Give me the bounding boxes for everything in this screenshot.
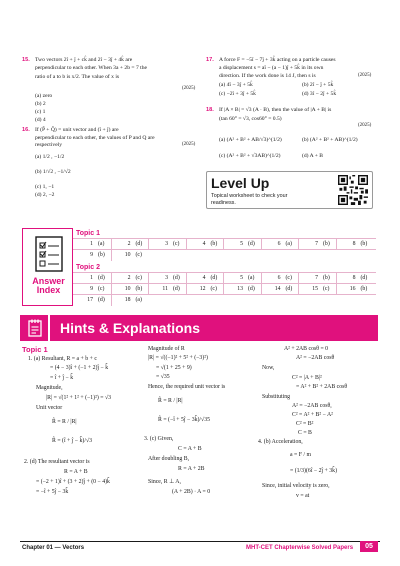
option: (c) 1, −1 <box>35 184 55 190</box>
footer-chapter: Chapter 01 — Vectors <box>22 545 85 551</box>
answer-option: (a) <box>285 241 292 247</box>
solution-line: |R| = √((−1)² + 5² + (−3)²) <box>148 355 208 361</box>
footer-book-title: MHT-CET Chapterwise Solved Papers <box>246 545 354 551</box>
answer-question-number: 7 <box>315 241 318 247</box>
solution-line: v = at <box>296 493 310 499</box>
question-text: a displacement s = aî − (a − 1)ĵ + 5k̂ in its own <box>219 65 324 71</box>
question-text: perpendicular to each other. When 3a + 2b = 7 the <box>35 65 147 71</box>
answer-option: (b) <box>323 275 330 281</box>
answer-cell <box>73 250 109 261</box>
answer-option: (c) <box>135 275 142 281</box>
answer-option: (b) <box>360 241 368 247</box>
answer-question-number: 2 <box>127 241 131 247</box>
solution-line: = (4 − 3)î + (−1 + 2)ĵ − k̂ <box>50 365 109 371</box>
answer-question-number: 14 <box>274 286 281 292</box>
answer-question-number: 1 <box>90 241 93 247</box>
solution-line: = √35 <box>156 374 170 380</box>
answer-option: (b) <box>360 286 368 292</box>
question-number: 16. <box>22 127 30 133</box>
solution-line: = A² + B² + 2AB cosθ <box>296 384 348 390</box>
answer-question-number: 3 <box>165 241 168 247</box>
option: (c) 1 <box>35 109 46 115</box>
solution-line: R̂ = R / |R| <box>158 398 183 404</box>
option: (b) 2 <box>35 101 46 107</box>
answer-question-number: 6 <box>277 275 281 281</box>
answer-question-number: 5 <box>240 241 243 247</box>
option: (b) 2î − ĵ + 5k̂ <box>302 82 334 88</box>
checklist-icon <box>32 235 66 273</box>
question-text: If |A × B| = √3 (A · B), then the value of |A + B| is <box>219 107 332 113</box>
solution-line: Since, R ⊥ A, <box>148 479 181 485</box>
solution-line: R = A + B <box>64 469 88 475</box>
answer-question-number: 5 <box>240 275 243 281</box>
solution-line: Since, initial velocity is zero, <box>262 483 330 489</box>
answer-option: (d) <box>248 286 255 292</box>
cell-divider <box>111 295 112 306</box>
answer-question-number: 1 <box>90 275 93 281</box>
option: (a) (A² + B² + AB/√3)^(1/2) <box>219 137 282 143</box>
answer-question-number: 9 <box>90 286 93 292</box>
solution-line: C² = B² <box>296 421 314 427</box>
solution-line: = î + ĵ − k̂ <box>50 375 74 381</box>
option: (c) (A² + B² + √3AB)^(1/2) <box>219 153 281 159</box>
solution-line: Substituting <box>262 394 291 400</box>
qr-code-icon[interactable] <box>338 175 368 205</box>
option: (a) 1/2 , −1/2 <box>35 154 65 160</box>
answer-question-number: 17 <box>87 297 93 303</box>
solution-line: C = B <box>298 430 312 436</box>
answer-question-number: 3 <box>165 275 168 281</box>
answer-option: (d) <box>173 286 180 292</box>
solution-line: R = A + 2B <box>178 466 205 472</box>
page-number: 05 <box>360 541 378 552</box>
question-text: direction. If the work done is 14 J, then s is <box>219 73 316 79</box>
question-text: perpendicular to each other, the values of P and Q are <box>35 135 155 141</box>
answer-option: (d) <box>135 241 143 247</box>
cell-divider <box>111 250 112 261</box>
solution-line: R̂ = (−î + 5ĵ − 3k̂)/√35 <box>158 417 211 423</box>
hints-title: Hints & Explanations <box>60 320 201 336</box>
answer-option: (b) <box>98 252 105 258</box>
solution-line: 2. (d) The resultant vector is <box>24 459 90 465</box>
answer-option: (d) <box>173 275 180 281</box>
answer-option: (a) <box>98 241 105 247</box>
answer-cell <box>111 250 147 261</box>
answer-question-number: 8 <box>352 275 356 281</box>
option: (c) −2î + 3ĵ + 5k̂ <box>219 91 256 97</box>
solution-line: |R| = √(1² + 1² + (−1)²) = √3 <box>46 395 112 401</box>
solution-line: R̂ = R / |R| <box>52 419 77 425</box>
answer-option: (d) <box>210 275 218 281</box>
answer-index-label <box>23 277 74 296</box>
answer-question-number: 7 <box>315 275 318 281</box>
option: (d) 4 <box>35 117 46 123</box>
answer-row <box>73 249 376 260</box>
answer-row <box>73 294 376 305</box>
answer-option: (d) <box>248 241 255 247</box>
answer-option: (a) <box>248 275 255 281</box>
answer-question-number: 10 <box>124 286 131 292</box>
answer-cell <box>111 295 147 306</box>
question-text: A force F = −5î − 7ĵ + 3k̂ acting on a particle causes <box>219 57 336 63</box>
level-up-title-text: Level Up <box>211 175 270 191</box>
answer-option: (d) <box>98 297 105 303</box>
question-number: 17. <box>206 57 214 63</box>
option: (d) 3î − 2ĵ + 5k̂ <box>302 91 337 97</box>
answer-question-number: 4 <box>202 241 206 247</box>
answer-option: (b) <box>210 241 218 247</box>
solution-line: (A + 2B) · A = 0 <box>172 489 211 495</box>
level-up-title <box>211 174 269 193</box>
answer-option: (c) <box>323 286 330 292</box>
answer-question-number: 18 <box>124 297 131 303</box>
solution-line: A² + 2AB cosθ = 0 <box>284 346 329 352</box>
option: (a) zero <box>35 93 53 99</box>
solution-line: 3. (c) Given, <box>144 436 174 442</box>
topic-heading: Topic 1 <box>22 345 48 354</box>
hints-banner <box>20 315 378 341</box>
answer-option: (d) <box>360 275 368 281</box>
option: (d) 2, −2 <box>35 192 55 198</box>
answer-table <box>73 228 376 306</box>
solution-line: Hence, the required unit vector is <box>148 384 226 390</box>
solution-line: A² = −2AB cosθ <box>296 355 335 361</box>
topic-heading: Topic 2 <box>76 264 100 271</box>
option: (b) (A² + B² + AB)^(1/2) <box>302 137 358 143</box>
year-tag: (2025) <box>182 142 196 147</box>
question-text: If (P̂ + Q̂) = unit vector and (î + ĵ) are <box>35 127 119 133</box>
solution-line: = √(1 + 25 + 9) <box>156 365 192 371</box>
answer-question-number: 15 <box>312 286 318 292</box>
answer-question-number: 8 <box>352 241 356 247</box>
answer-question-number: 9 <box>90 252 93 258</box>
solution-line: After doubling B, <box>148 456 190 462</box>
answer-question-number: 16 <box>349 286 356 292</box>
notepad-icon <box>27 319 43 337</box>
answer-option: (c) <box>173 241 180 247</box>
question-text: (tan 60° = √3, cos60° = 0.5) <box>219 116 282 122</box>
year-tag: (2025) <box>358 123 372 128</box>
option: (a) 4î − 3ĵ + 5k̂ <box>219 82 253 88</box>
solution-line: C² = |A + B|² <box>292 375 322 381</box>
question-text: ratio of a to b is x/2. The value of x is <box>35 74 120 80</box>
answer-row <box>73 238 376 249</box>
answer-option: (c) <box>285 275 292 281</box>
answer-option: (d) <box>98 275 105 281</box>
topic-heading: Topic 1 <box>76 230 100 237</box>
answer-row <box>73 272 376 283</box>
solution-line: Magnitude, <box>36 385 63 391</box>
solution-line: C² = A² + B² − A² <box>292 412 333 418</box>
solution-line: = (−2 + 1)î + (3 + 2)ĵ + (0 − 4)k̂ <box>36 479 110 485</box>
solution-line: a = F / m <box>290 452 311 458</box>
solution-line: A² = −2AB cosθ, <box>292 403 332 409</box>
answer-option: (c) <box>98 286 105 292</box>
option: (d) A + B <box>302 153 324 159</box>
answer-option: (a) <box>135 297 142 303</box>
solution-line: 1. (a) Resultant, R = a + b + c <box>28 356 97 362</box>
option: (b) 1/√2 , −1/√2 <box>35 169 71 175</box>
answer-cell <box>73 295 109 306</box>
solution-line: 4. (b) Acceleration, <box>258 439 303 445</box>
question-text: respectively <box>35 142 63 148</box>
level-up-box <box>206 171 373 209</box>
year-tag: (2025) <box>182 86 196 91</box>
answer-label-line: Index <box>36 285 61 296</box>
answer-question-number: 11 <box>162 286 168 292</box>
answer-question-number: 2 <box>127 275 131 281</box>
answer-option: (b) <box>323 241 330 247</box>
answer-question-number: 12 <box>199 286 206 292</box>
question-number: 18. <box>206 107 214 113</box>
solution-line: = (1/3)(6î − 2ĵ + 3k̂) <box>290 468 337 474</box>
footer-divider <box>20 541 380 542</box>
solution-line: C = A + B <box>178 446 202 452</box>
answer-question-number: 6 <box>277 241 281 247</box>
answer-index-panel <box>22 228 73 306</box>
level-up-subtitle: Topical worksheet to check your readiness. <box>211 193 288 207</box>
answer-question-number: 13 <box>237 286 243 292</box>
answer-question-number: 10 <box>124 252 131 258</box>
question-text: Two vectors 2î + ĵ + ck̂ and 2î − 3ĵ + 4k̂ are <box>35 57 133 63</box>
solution-line: = −î + 5ĵ − 3k̂ <box>36 489 69 495</box>
solution-line: Unit vector <box>36 405 63 411</box>
answer-question-number: 4 <box>202 275 206 281</box>
solution-line: Magnitude of R <box>148 346 185 352</box>
answer-option: (c) <box>135 252 142 258</box>
answer-option: (d) <box>285 286 293 292</box>
question-number: 15. <box>22 57 30 63</box>
hints-icon-box <box>20 315 50 341</box>
solution-line: Now, <box>262 365 275 371</box>
answer-option: (b) <box>135 286 143 292</box>
year-tag: (2025) <box>358 73 372 78</box>
answer-option: (c) <box>210 286 217 292</box>
answer-row <box>73 283 376 294</box>
answer-label-line: Answer <box>32 276 65 286</box>
solution-line: R̂ = (î + ĵ − k̂)/√3 <box>52 438 93 444</box>
